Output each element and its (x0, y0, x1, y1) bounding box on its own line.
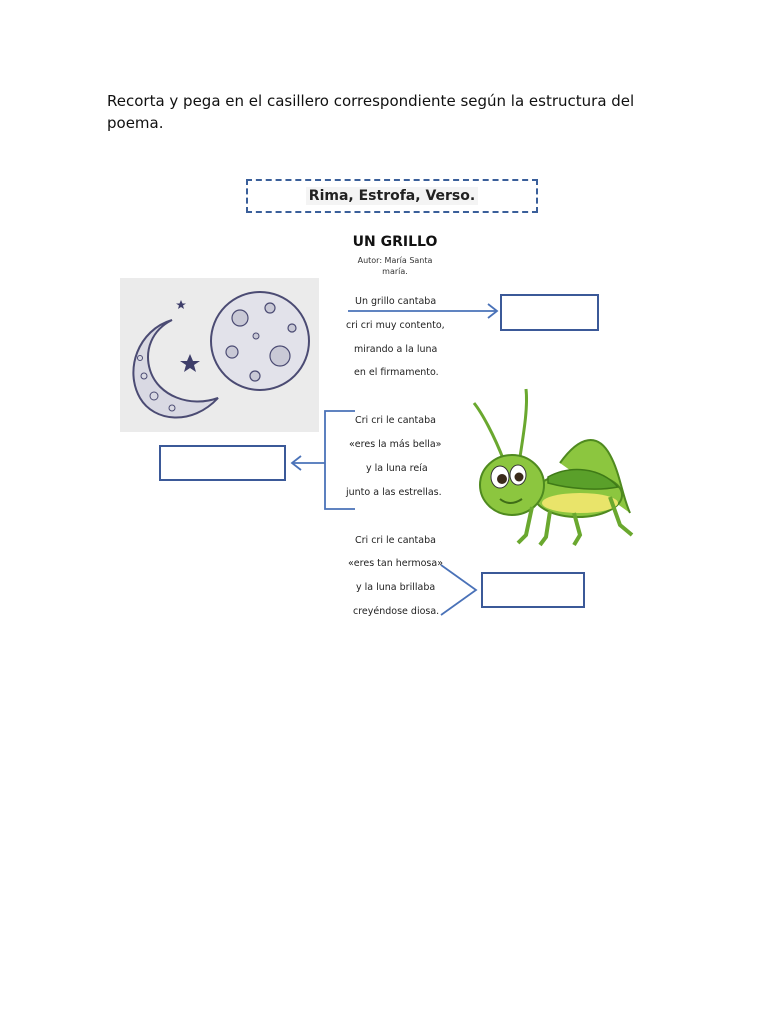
poem-author: Autor: María Santa maría. (357, 256, 433, 276)
verse-2-1: Cri cri le cantaba (355, 415, 436, 426)
full-moon-icon (211, 292, 309, 390)
verse-3-1: Cri cri le cantaba (355, 535, 436, 546)
verse-3-4: creyéndose diosa. (353, 606, 440, 617)
verse-2-2: «eres la más bella» (349, 439, 442, 450)
rhyme-chevron-icon (441, 565, 476, 615)
verse-2-3: y la luna reía (366, 463, 428, 474)
verse-3-2: «eres tan hermosa» (348, 558, 444, 569)
answer-box-estrofa[interactable] (159, 445, 286, 481)
poem-title: UN GRILLO (352, 234, 438, 250)
verse-1-4: en el firmamento. (354, 367, 439, 378)
verse-1-3: mirando a la luna (354, 344, 438, 355)
answer-box-verso[interactable] (500, 294, 599, 331)
instruction-text: Recorta y pega en el casillero correspondiente según la estructura del poema. (107, 92, 635, 132)
moon-illustration (120, 278, 319, 432)
verse-2-4: junto a las estrellas. (346, 487, 442, 498)
verse-1-1: Un grillo cantaba (355, 296, 437, 307)
verse-3-3: y la luna brillaba (356, 582, 436, 593)
answer-box-rima[interactable] (481, 572, 585, 608)
grasshopper-illustration (470, 385, 635, 550)
verse-arrow-icon (348, 304, 497, 318)
verse-1-2: cri cri muy contento, (346, 320, 445, 331)
labels-text: Rima, Estrofa, Verso. (306, 187, 478, 205)
